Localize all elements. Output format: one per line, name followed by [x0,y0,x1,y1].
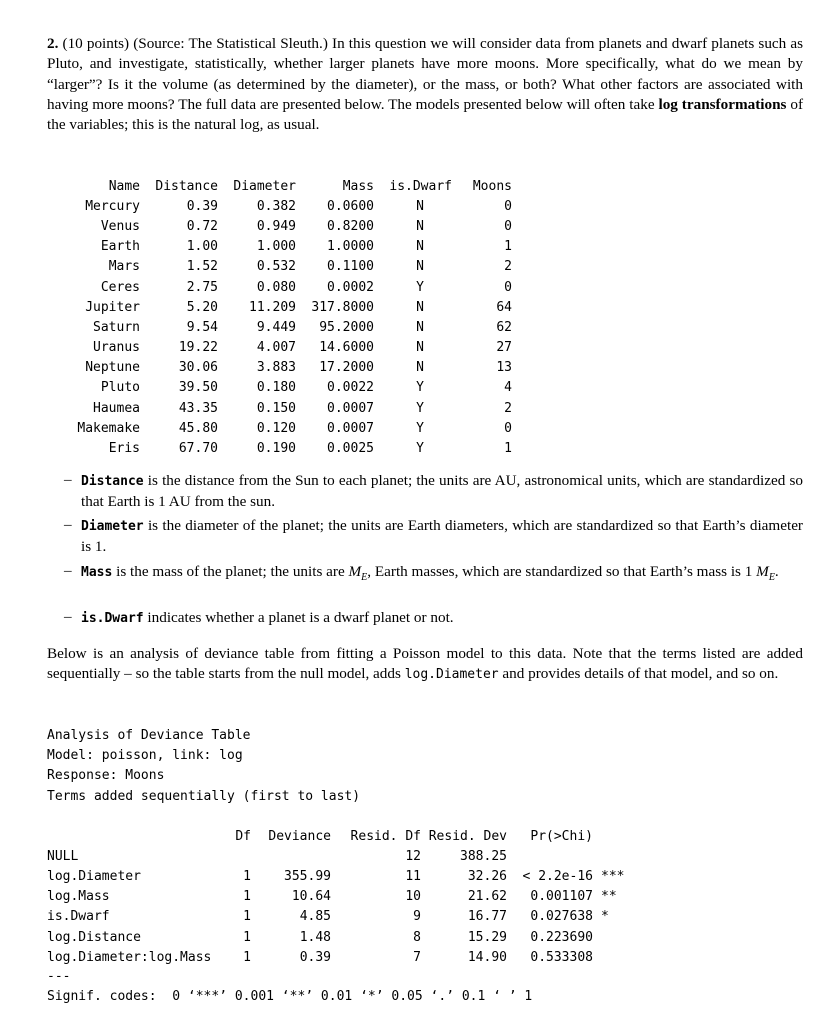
dev-cell-df: 1 [243,868,251,884]
deviance-row [47,947,633,967]
dev-cell-term: is.Dwarf [47,909,110,925]
cell-is-dwarf: N [416,340,424,356]
cell-moons: 0 [504,420,512,436]
question-points: (10 points) [62,35,130,52]
cell-is-dwarf: N [416,360,424,376]
planet-row [70,237,512,257]
cell-moons: 27 [496,340,512,356]
dev-col-pvalue: Pr(>Chi) [530,828,593,844]
cell-is-dwarf: Y [416,420,424,436]
anova-model: Model: poisson, link: log [47,748,243,764]
planet-row [70,317,512,337]
dev-cell-signif [593,947,633,967]
cell-moons: 4 [504,380,512,396]
cell-diameter: 0.080 [256,279,296,295]
cell-name: Makemake [77,420,140,436]
cell-diameter: 4.007 [256,340,296,356]
cell-diameter: 0.180 [256,380,296,396]
cell-name: Eris [108,441,140,457]
dev-cell-resid-df: 7 [413,949,421,965]
dev-cell-resid-df: 11 [405,868,421,884]
cell-distance: 9.54 [186,319,218,335]
col-header-distance: Distance [155,178,218,194]
cell-name: Ceres [100,279,140,295]
planet-row [70,216,512,236]
signif-codes: Signif. codes: 0 ‘***’ 0.001 ‘**’ 0.01 ‘*’ 0.05 ‘.’ 0.1 ‘ ’ 1 [47,989,533,1004]
cell-distance: 39.50 [178,380,218,396]
dev-cell-term: log.Diameter:log.Mass [47,949,212,965]
dev-cell-deviance: 0.39 [299,949,331,965]
dev-col-signif [593,826,633,846]
col-header-name: Name [108,178,140,194]
cell-mass: 0.1100 [327,259,374,275]
dev-cell-df: 1 [243,889,251,905]
dev-cell-signif [593,927,633,947]
dev-cell-pvalue: 0.027638 [530,909,593,925]
planet-row [70,398,512,418]
deviance-row [47,866,633,886]
cell-moons: 1 [504,441,512,457]
cell-is-dwarf: N [416,239,424,255]
deviance-row [47,887,633,907]
cell-mass: 0.0600 [327,198,374,214]
dev-cell-df: 1 [243,909,251,925]
planet-table-header [70,176,512,196]
variable-distance: Distance is the distance from the Sun to each planet; the units are AU, astronomical units, which are standardized so that Earth is 1 AU from the sun. [81,472,803,511]
dev-col-term [47,826,227,846]
cell-moons: 62 [496,319,512,335]
dev-cell-term: log.Diameter [47,868,141,884]
dev-cell-df [227,846,251,866]
planet-row [70,297,512,317]
cell-mass: 0.0025 [327,441,374,457]
anova-header [47,726,360,807]
cell-distance: 0.39 [186,198,218,214]
dev-cell-deviance: 1.48 [299,929,331,945]
dev-cell-signif [593,846,633,866]
planet-row [70,358,512,378]
cell-name: Uranus [93,340,140,356]
cell-diameter: 11.209 [249,299,296,315]
cell-diameter: 3.883 [256,360,296,376]
cell-distance: 5.20 [186,299,218,315]
variable-mass: Mass is the mass of the planet; the units are $M_E$, Earth masses, which are standardized so that Earth’s mass is 1 $M_E$. [81,563,779,584]
cell-is-dwarf: Y [416,400,424,416]
question-number: 2. [47,35,59,52]
anova-title: Analysis of Deviance Table [47,728,251,743]
dev-cell-deviance [251,846,331,866]
cell-is-dwarf: N [416,259,424,275]
cell-diameter: 0.150 [256,400,296,416]
dev-cell-pvalue: 0.001107 [530,889,593,905]
cell-distance: 30.06 [178,360,218,376]
planet-row [70,196,512,216]
anova-terms-note: Terms added sequentially (first to last) [47,788,361,804]
dev-cell-signif: * [601,909,609,925]
deviance-row [47,846,633,866]
bullet-dash: – [64,516,72,533]
dev-cell-resid-dev: 15.29 [467,929,507,945]
deviance-table-header [47,826,633,846]
dev-cell-resid-df: 12 [405,848,421,864]
cell-name: Venus [100,218,140,234]
cell-name: Haumea [93,400,140,416]
col-header-is-dwarf: is.Dwarf [389,178,452,194]
cell-moons: 64 [496,299,512,315]
intro-bold: log transformations [658,95,787,113]
dev-cell-term: NULL [47,848,79,864]
cell-distance: 2.75 [186,279,218,295]
cell-moons: 13 [496,360,512,376]
cell-distance: 1.52 [186,259,218,275]
cell-moons: 0 [504,198,512,214]
dev-cell-resid-dev: 32.26 [467,868,507,884]
anova-intro: Below is an analysis of deviance table from fitting a Poisson model to this data. Note that the terms listed are added sequentially – so the table starts from the null model, adds log.Diameter and provides details of that model, and so on. [47,645,803,683]
dev-col-df: Df [235,828,251,844]
cell-mass: 1.0000 [327,239,374,255]
planet-row [70,277,512,297]
dev-cell-resid-dev: 14.90 [467,949,507,965]
cell-is-dwarf: N [416,319,424,335]
bullet-dash: – [64,608,72,625]
bullet-dash: – [64,562,72,579]
dev-cell-resid-df: 10 [405,889,421,905]
cell-distance: 1.00 [186,239,218,255]
cell-diameter: 0.120 [256,420,296,436]
dev-col-resid-df: Resid. Df [350,828,421,844]
cell-mass: 0.0007 [327,400,374,416]
cell-mass: 0.8200 [327,218,374,234]
dev-cell-resid-dev: 388.25 [460,848,507,864]
cell-moons: 2 [504,259,512,275]
planet-row [70,418,512,438]
cell-mass: 17.2000 [319,360,374,376]
dev-cell-deviance: 10.64 [291,889,331,905]
dev-cell-term: log.Distance [47,929,141,945]
cell-distance: 43.35 [178,400,218,416]
bullet-dash: – [64,471,72,488]
planet-data-table [70,176,512,459]
cell-diameter: 0.190 [256,441,296,457]
cell-distance: 0.72 [186,218,218,234]
variable-is-dwarf: is.Dwarf indicates whether a planet is a dwarf planet or not. [81,609,454,626]
col-header-mass: Mass [342,178,374,194]
dev-cell-term: log.Mass [47,889,110,905]
cell-is-dwarf: Y [416,441,424,457]
deviance-table [47,826,633,967]
dev-cell-df: 1 [243,949,251,965]
dev-cell-resid-dev: 21.62 [467,889,507,905]
deviance-row [47,927,633,947]
planet-row [70,257,512,277]
intro-text-b: of the variables; this is the natural log, as usual. [47,95,804,134]
cell-diameter: 1.000 [256,239,296,255]
cell-mass: 0.0002 [327,279,374,295]
cell-diameter: 0.382 [256,198,296,214]
cell-moons: 0 [504,218,512,234]
cell-mass: 317.8000 [311,299,374,315]
dev-col-deviance: Deviance [268,828,331,844]
anova-response: Response: Moons [47,768,165,784]
cell-name: Jupiter [85,299,140,315]
cell-distance: 45.80 [178,420,218,436]
cell-name: Saturn [93,319,140,335]
cell-name: Mars [108,259,140,275]
cell-distance: 19.22 [178,340,218,356]
cell-name: Earth [100,239,140,255]
planet-row [70,338,512,358]
question-intro [47,34,803,135]
cell-mass: 95.2000 [319,319,374,335]
dev-cell-deviance: 4.85 [299,909,331,925]
cell-mass: 0.0022 [327,380,374,396]
dev-cell-deviance: 355.99 [284,868,331,884]
dev-cell-resid-df: 8 [413,929,421,945]
cell-is-dwarf: N [416,299,424,315]
signif-separator: --- [47,969,71,984]
intro-text-a: In this question we will consider data from planets and dwarf planets such as Pluto, and investigate, statistically, whether larger planets have more moons. More specifically, what do we mean by “larger”? Is it the volume (as determined by the diameter), or the mass, or both? What other factors are associated with having more moons? The full data are presented below. The models presented below will often take [47,35,804,113]
dev-cell-pvalue [507,846,593,866]
planet-row [70,378,512,398]
question-source: (Source: The Statistical Sleuth.) [133,35,328,52]
cell-is-dwarf: Y [416,380,424,396]
cell-diameter: 0.949 [256,218,296,234]
cell-is-dwarf: N [416,198,424,214]
cell-diameter: 9.449 [256,319,296,335]
col-header-diameter: Diameter [233,178,296,194]
planet-row [70,438,512,458]
cell-is-dwarf: Y [416,279,424,295]
cell-name: Neptune [85,360,140,376]
cell-distance: 67.70 [178,441,218,457]
cell-name: Mercury [85,198,140,214]
col-header-moons: Moons [472,178,512,194]
variable-diameter: Diameter is the diameter of the planet; the units are Earth diameters, which are standardized so that Earth’s diameter is 1. [81,517,803,556]
dev-cell-signif: ** [601,889,617,905]
cell-moons: 2 [504,400,512,416]
dev-cell-resid-df: 9 [413,909,421,925]
dev-col-resid-dev: Resid. Dev [428,828,507,844]
cell-is-dwarf: N [416,218,424,234]
dev-cell-df: 1 [243,929,251,945]
dev-cell-signif: *** [601,868,625,884]
dev-cell-resid-dev: 16.77 [467,909,507,925]
cell-diameter: 0.532 [256,259,296,275]
cell-moons: 0 [504,279,512,295]
cell-mass: 14.6000 [319,340,374,356]
cell-moons: 1 [504,239,512,255]
dev-cell-pvalue: 0.533308 [530,949,593,965]
deviance-row [47,907,633,927]
dev-cell-pvalue: < 2.2e-16 [522,868,593,884]
dev-cell-pvalue: 0.223690 [530,929,593,945]
cell-mass: 0.0007 [327,420,374,436]
cell-name: Pluto [100,380,140,396]
